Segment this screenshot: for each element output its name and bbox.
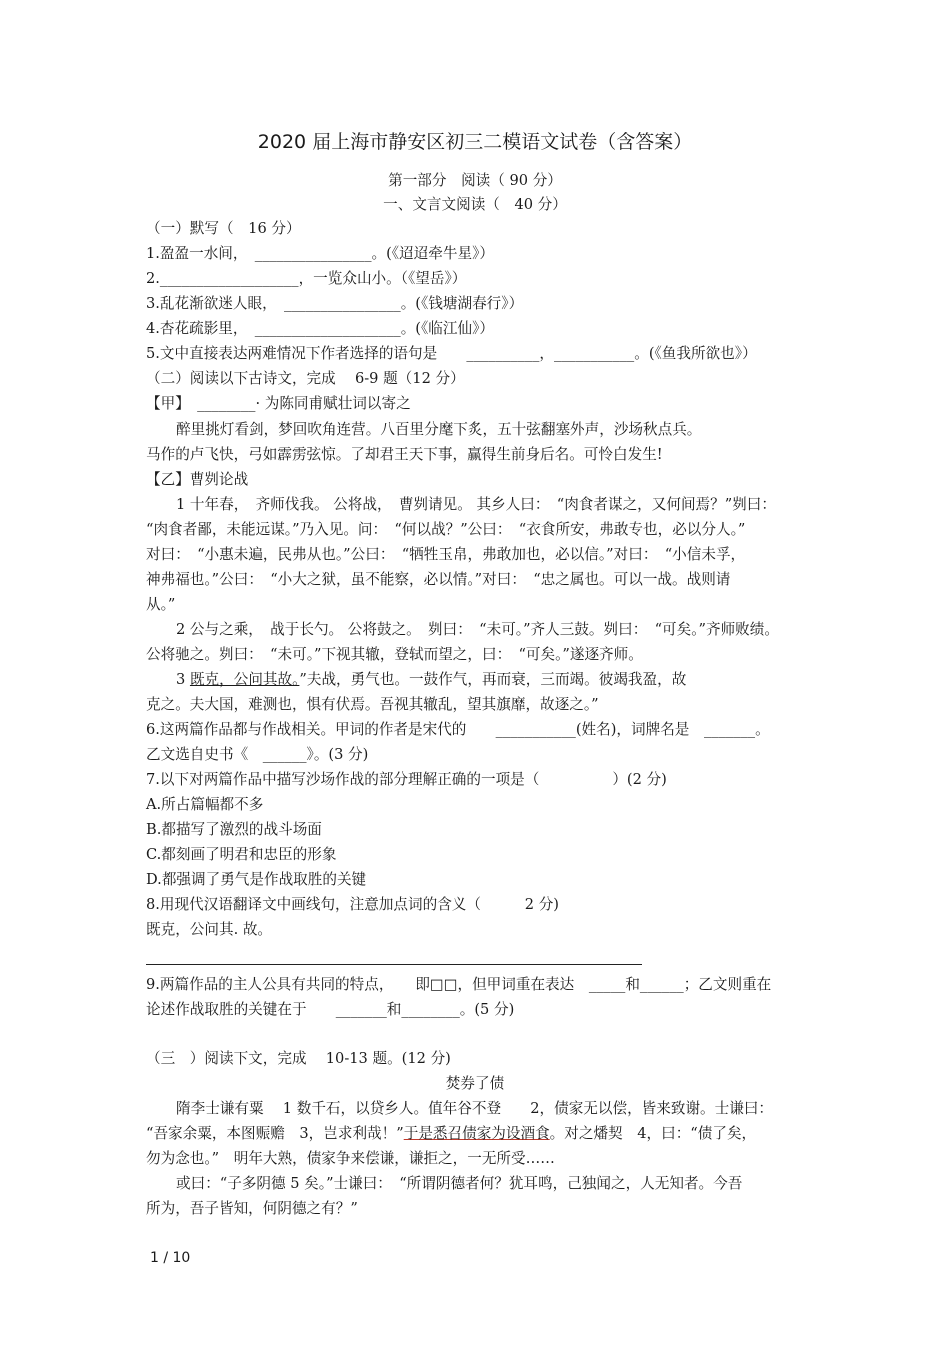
passage-line: 神弗福也。”公曰： “小大之狱，虽不能察，必以情。”对曰： “忠之属也。可以一战。战则请: [146, 571, 731, 588]
passage-text: “吾家余粟，本图赈赡 3，岂求利哉！”: [146, 1125, 404, 1142]
question-1: 1.盈盈一水间， ________________。(《迢迢牵牛星》）: [146, 245, 494, 262]
passage-text: ”夫战，勇气也。一鼓作气，再而衰，三而竭。彼竭我盈，故: [299, 671, 687, 688]
part-heading: 第一部分 阅读（ 90 分）: [388, 172, 562, 189]
option-c: C.都刻画了明君和忠臣的形象: [146, 846, 337, 863]
passage-line: 隋李士谦有粟 1 数千石，以贷乡人。值年谷不登 2，债家无以偿，皆来致谢。士谦曰：: [176, 1100, 774, 1117]
subsection-reading: （三 ）阅读下文，完成 10-13 题。(12 分): [146, 1050, 451, 1067]
passage-line: 或曰：“子多阴德 5 矣。”士谦曰： “所谓阴德者何？犹耳鸣，己独闻之，人无知者。今吾: [176, 1175, 743, 1192]
question-9-cont: 论述作战取胜的关键在于 _______和________。(5 分): [146, 1001, 515, 1018]
paragraph-number: 3: [176, 671, 190, 688]
question-5: 5.文中直接表达两难情况下作者选择的语句是 __________，___________。(《鱼我所欲也》）: [146, 345, 757, 362]
option-d: D.都强调了勇气是作战取胜的关键: [146, 871, 367, 888]
passage-line: “肉食者鄙，未能远谋。”乃入见。问： “何以战？”公曰： “衣食所安，弗敢专也，必以分人。”: [146, 521, 746, 538]
passage-line: 1 十年春， 齐师伐我。 公将战， 曹刿请见。 其乡人曰： “肉食者谋之，又何间焉？”刿曰：: [176, 496, 776, 513]
question-3: 3.乱花渐欲迷人眼， ________________。(《钱塘湖春行》）: [146, 295, 524, 312]
passage-line: 克之。夫大国，难测也，惧有伏焉。吾视其辙乱，望其旗靡，故逐之。”: [146, 696, 599, 713]
question-8: 8.用现代汉语翻译文中画线句，注意加点词的含义（ 2 分): [146, 896, 559, 913]
question-4: 4.杏花疏影里， ____________________。(《临江仙》）: [146, 320, 494, 337]
underlined-sentence: 于是悉召债家为设酒食: [403, 1125, 550, 1142]
poem-line: 醉里挑灯看剑，梦回吹角连营。八百里分麾下炙，五十弦翻塞外声，沙场秋点兵。: [176, 421, 702, 438]
passage-line: 对曰： “小惠未遍，民弗从也。”公曰： “牺牲玉帛，弗敢加也，必以信。”对曰： “小信未孚，: [146, 546, 746, 563]
subsection-poetry: （二）阅读以下古诗文，完成 6-9 题（12 分）: [146, 370, 465, 387]
option-a: A.所占篇幅都不多: [146, 796, 264, 813]
passage-line: [176, 670, 686, 690]
poem-jia-heading: 【甲】 ________· 为陈同甫赋壮词以寄之: [146, 395, 411, 412]
document-title: 2020 届上海市静安区初三二模语文试卷（含答案）: [257, 131, 693, 153]
option-b: B.都描写了激烈的战斗场面: [146, 821, 322, 838]
question-7: 7.以下对两篇作品中描写沙场作战的部分理解正确的一项是（ ）(2 分): [146, 771, 667, 788]
passage-line: 所为，吾子皆知，何阴德之有？”: [146, 1200, 358, 1217]
question-6-cont: 乙文选自史书《 ______》。(3 分): [146, 746, 369, 763]
text-yi-heading: 【乙】曹刿论战: [146, 471, 249, 488]
passage-title: 焚券了债: [445, 1075, 505, 1092]
subsection-dictation: （一）默写（ 16 分）: [146, 220, 301, 237]
question-6: 6.这两篇作品都与作战相关。甲词的作者是宋代的 ___________(姓名)，词牌名是 _______。: [146, 721, 770, 738]
section-heading: 一、文言文阅读（ 40 分）: [383, 196, 567, 213]
underlined-sentence: 既克，公问其故。: [189, 671, 300, 688]
passage-line: 2 公与之乘， 战于长勺。 公将鼓之。 刿曰： “未可。”齐人三鼓。刿曰： “可矣。”齐师败绩。: [176, 621, 779, 638]
passage-line: 公将驰之。刿曰： “未可。”下视其辙，登轼而望之，曰： “可矣。”遂逐齐师。: [146, 646, 643, 663]
passage-line: 勿为念也。” 明年大熟，债家争来偿谦，谦拒之，一无所受……: [146, 1150, 555, 1167]
passage-line: [146, 1124, 756, 1144]
question-9: 9.两篇作品的主人公具有共同的特点， 即□□，但甲词重在表达 _____和______；乙文则重在: [146, 976, 772, 993]
answer-line: [146, 964, 642, 965]
passage-text: 。对之燔契 4，曰：“债了矣，: [549, 1125, 757, 1142]
question-2: 2.___________________，一览众山小。（《望岳》）: [146, 270, 467, 287]
page-number: 1 / 10: [150, 1250, 191, 1266]
question-8-sentence: 既克，公问其. 故。: [146, 921, 273, 938]
passage-line: 从。”: [146, 596, 176, 613]
poem-line: 马作的卢飞快，弓如霹雳弦惊。了却君王天下事，赢得生前身后名。可怜白发生!: [146, 446, 663, 463]
